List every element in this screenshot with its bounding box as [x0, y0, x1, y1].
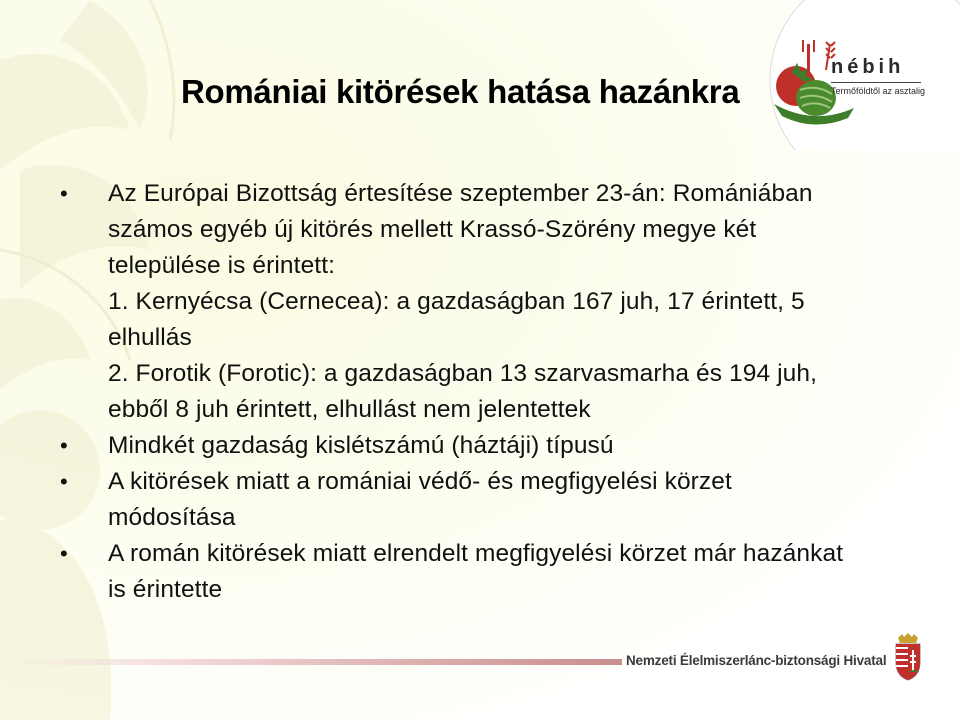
bullet-text: A kitörések miatt a romániai védő- és megfigyelési körzet módosítása [108, 468, 732, 531]
footer-text: Nemzeti Élelmiszerlánc-biztonsági Hivatal [626, 653, 887, 668]
logo-rule [831, 82, 921, 83]
bullet-text: Mindkét gazdaság kislétszámú (háztáji) típusú [108, 432, 614, 459]
bullet-item [60, 536, 860, 608]
bullet-dot: • [60, 541, 68, 566]
logo-tagline: Termőföldtől az asztalig [831, 86, 926, 96]
slide-body [60, 176, 860, 608]
logo-name: nébih [831, 56, 905, 78]
bullet-text: A román kitörések miatt elrendelt megfigyelési körzet már hazánkat is érintette [108, 540, 844, 603]
bullet-item [60, 464, 860, 536]
slide-title: Romániai kitörések hatása hazánkra [181, 73, 740, 110]
bullet-dot: • [60, 433, 68, 458]
bullet-dot: • [60, 469, 68, 494]
coat-of-arms-icon [890, 632, 926, 682]
bullet-dot: • [60, 181, 68, 206]
footer-bar [0, 659, 622, 665]
sub-item: 2. Forotik (Forotic): a gazdaságban 13 szarvasmarha és 194 juh, ebből 8 juh érintett, elhullást nem jelentettek [108, 360, 817, 423]
bullet-text: Az Európai Bizottság értesítése szeptember 23-án: Romániában számos egyéb új kitörés mellett Krassó-Szörény megye két települése is érintett: [108, 180, 813, 279]
bullet-item [60, 428, 860, 464]
sub-item: 1. Kernyécsa (Cernecea): a gazdaságban 167 juh, 17 érintett, 5 elhullás [108, 288, 805, 351]
bullet-item [60, 176, 860, 284]
stem-line-1 [150, 0, 174, 140]
